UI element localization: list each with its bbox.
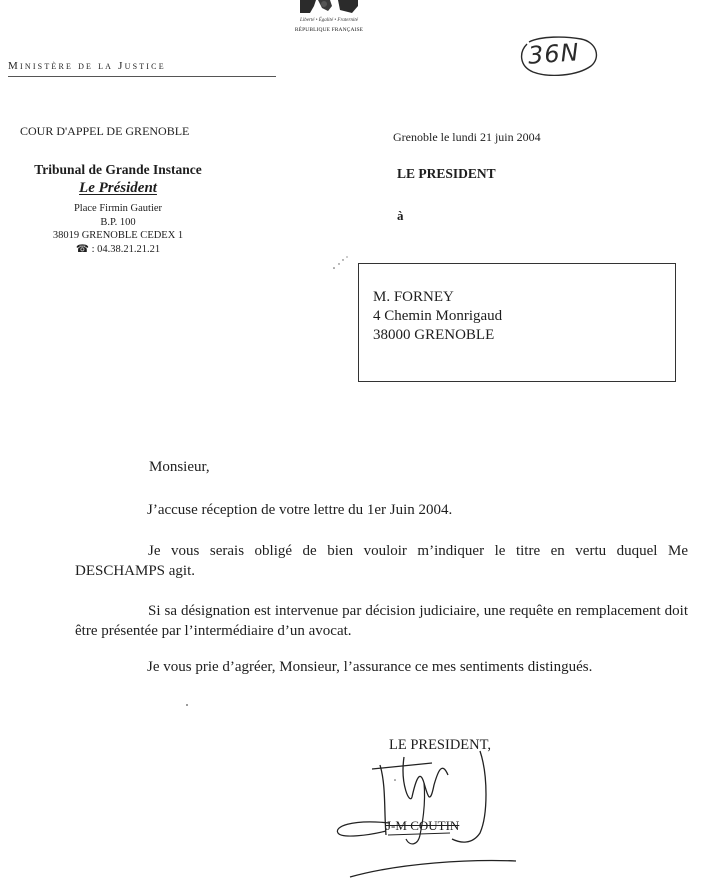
- salutation: Monsieur,: [149, 459, 210, 475]
- recipient-city: 38000 GRENOBLE: [373, 327, 495, 343]
- tribunal-name: Tribunal de Grande Instance: [34, 162, 202, 177]
- from-title: LE PRESIDENT: [397, 166, 496, 181]
- paragraph-2: Je vous serais obligé de bien vouloir m’indiquer le titre en vertu duquel Me DESCHAMPS agit.: [75, 543, 688, 579]
- letter-date: Grenoble le lundi 21 juin 2004: [393, 130, 541, 144]
- sender-role: [22, 180, 214, 197]
- paragraph-3: Si sa désignation est intervenue par décision judiciaire, une requête en remplacement doit être présentée par l’intermédiaire d’un avocat.: [75, 603, 688, 639]
- ministry-underline: [8, 76, 276, 77]
- sender-phone: ☎ : 04.38.21.21.21: [75, 244, 161, 255]
- sender-address-line1: Place Firmin Gautier: [73, 203, 163, 214]
- recipient-name: M. FORNEY: [373, 289, 454, 305]
- sender-role-text: Le Président: [79, 180, 157, 196]
- annotation-code: 36N: [527, 38, 581, 70]
- republic-motto: Liberté • Égalité • Fraternité: [300, 18, 358, 23]
- sender-address-line3: 38019 GRENOBLE CEDEX 1: [52, 230, 184, 241]
- recipient-street: 4 Chemin Monrigaud: [373, 308, 503, 324]
- ministry-name: Ministère de la Justice: [8, 60, 166, 72]
- republic-name: RÉPUBLIQUE FRANÇAISE: [294, 27, 364, 33]
- paragraph-4: Je vous prie d’agréer, Monsieur, l’assurance ce mes sentiments distingués.: [147, 659, 593, 675]
- handwritten-signature: [320, 735, 540, 885]
- signature-title: LE PRESIDENT,: [389, 737, 492, 753]
- paragraph-1: J’accuse réception de votre lettre du 1er Juin 2004.: [147, 502, 453, 518]
- to-word: à: [397, 208, 404, 223]
- court-name: COUR D'APPEL DE GRENOBLE: [20, 124, 190, 138]
- sender-address-line2: B.P. 100: [100, 217, 136, 228]
- signatory-name: J-M COUTIN: [386, 818, 460, 833]
